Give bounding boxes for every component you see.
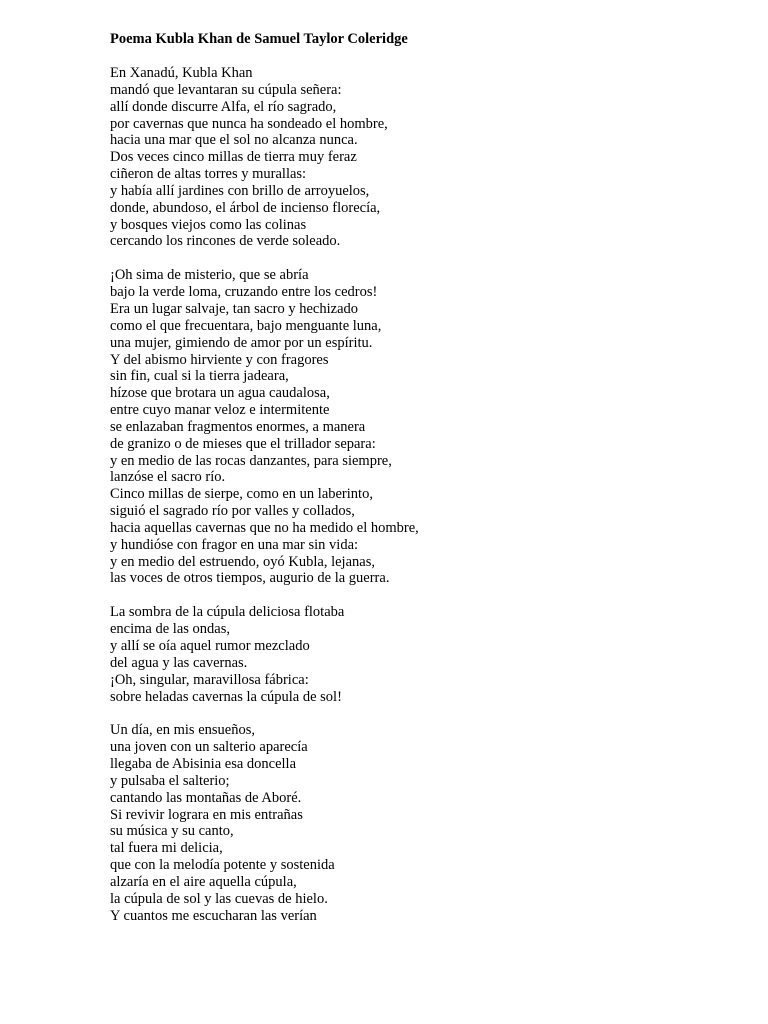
poem-line: una mujer, gimiendo de amor por un espíritu.: [110, 334, 373, 351]
poem-line: ¡Oh sima de misterio, que se abría: [110, 267, 309, 284]
poem-line: cercando los rincones de verde soleado.: [110, 233, 341, 250]
poem-body: [110, 65, 730, 925]
poem-stanza: [110, 604, 730, 705]
poem-line: la cúpula de sol y las cuevas de hielo.: [110, 890, 328, 907]
poem-line: las voces de otros tiempos, augurio de la guerra.: [110, 570, 390, 587]
poem-line: hacia una mar que el sol no alcanza nunca.: [110, 132, 358, 149]
poem-line: Si revivir lograra en mis entrañas: [110, 806, 303, 823]
poem-line: cantando las montañas de Aboré.: [110, 789, 302, 806]
poem-line: y en medio del estruendo, oyó Kubla, lejanas,: [110, 553, 375, 570]
poem-line: sin fin, cual si la tierra jadeara,: [110, 368, 289, 385]
poem-line: de granizo o de mieses que el trillador separa:: [110, 435, 376, 452]
poem-line: alzaría en el aire aquella cúpula,: [110, 873, 297, 890]
poem-line: encima de las ondas,: [110, 621, 230, 638]
poem-line: y pulsaba el salterio;: [110, 772, 230, 789]
poem-line: ¡Oh, singular, maravillosa fábrica:: [110, 671, 309, 688]
poem-line: y allí se oía aquel rumor mezclado: [110, 638, 310, 654]
poem-line: se enlazaban fragmentos enormes, a manera: [110, 418, 366, 435]
poem-line: bajo la verde loma, cruzando entre los cedros!: [110, 284, 378, 301]
poem-line: y bosques viejos como las colinas: [110, 216, 307, 233]
poem-line: su música y su canto,: [110, 823, 234, 840]
poem-line: una joven con un salterio aparecía: [110, 739, 308, 756]
poem-line: llegaba de Abisinia esa doncella: [110, 756, 297, 773]
poem-stanza: [110, 267, 730, 587]
poem-line: como el que frecuentara, bajo menguante luna,: [110, 317, 382, 334]
poem-line: que con la melodía potente y sostenida: [110, 857, 335, 874]
poem-line: allí donde discurre Alfa, el río sagrado,: [110, 98, 337, 115]
poem-line: Cinco millas de sierpe, como en un laberinto,: [110, 486, 373, 503]
document-page: [110, 31, 730, 942]
poem-line: Y del abismo hirviente y con fragores: [110, 351, 329, 368]
poem-line: Dos veces cinco millas de tierra muy feraz: [110, 149, 357, 166]
poem-line: En Xanadú, Kubla Khan: [110, 65, 253, 81]
poem-line: y en medio de las rocas danzantes, para siempre,: [110, 452, 392, 469]
poem-line: y hundióse con fragor en una mar sin vida:: [110, 536, 359, 553]
poem-line: tal fuera mi delicia,: [110, 840, 223, 857]
poem-line: ciñeron de altas torres y murallas:: [110, 166, 307, 183]
poem-line: Un día, en mis ensueños,: [110, 722, 255, 739]
poem-line: Y cuantos me escucharan las verían: [110, 907, 317, 924]
poem-line: hízose que brotara un agua caudalosa,: [110, 385, 330, 402]
poem-stanza: [110, 722, 730, 924]
poem-line: por cavernas que nunca ha sondeado el hombre,: [110, 115, 388, 132]
poem-line: hacia aquellas cavernas que no ha medido el hombre,: [110, 519, 419, 536]
poem-line: mandó que levantaran su cúpula señera:: [110, 81, 342, 98]
poem-line: siguió el sagrado río por valles y collados,: [110, 503, 355, 520]
poem-line: donde, abundoso, el árbol de incienso florecía,: [110, 199, 381, 216]
poem-line: entre cuyo manar veloz e intermitente: [110, 402, 330, 419]
poem-line: del agua y las cavernas.: [110, 654, 248, 671]
poem-line: lanzóse el sacro río.: [110, 469, 226, 486]
poem-title: Poema Kubla Khan de Samuel Taylor Coleridge: [110, 31, 408, 47]
poem-stanza: [110, 65, 730, 250]
poem-line: Era un lugar salvaje, tan sacro y hechizado: [110, 300, 359, 317]
poem-line: La sombra de la cúpula deliciosa flotaba: [110, 604, 345, 621]
poem-line: sobre heladas cavernas la cúpula de sol!: [110, 688, 342, 705]
poem-line: y había allí jardines con brillo de arroyuelos,: [110, 182, 370, 199]
